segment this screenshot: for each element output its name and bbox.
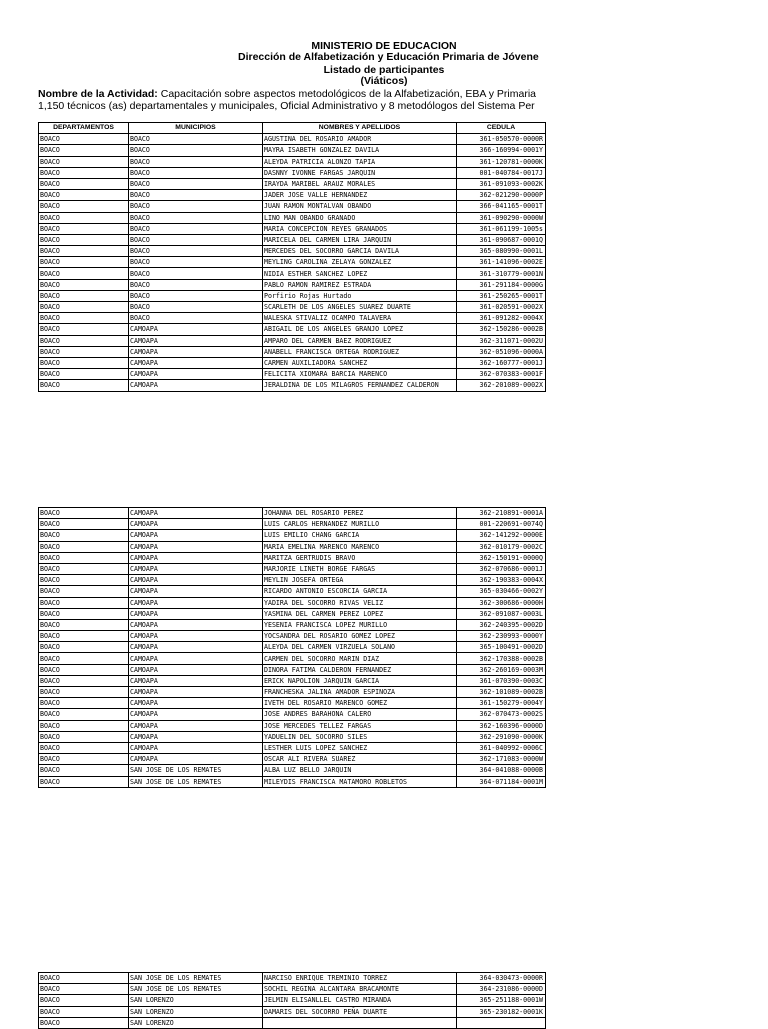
nombre-cell: Porfirio Rojas Hurtado (263, 290, 457, 301)
municipio-cell: CAMOAPA (129, 519, 263, 530)
cedula-cell: 364-030473-0000R (457, 973, 546, 984)
cedula-cell: 365-080990-0001L (457, 246, 546, 257)
municipio-cell: CAMOAPA (129, 346, 263, 357)
municipio-cell: CAMOAPA (129, 575, 263, 586)
municipio-cell: CAMOAPA (129, 335, 263, 346)
cedula-cell: 361-070390-0003C (457, 675, 546, 686)
table-row (39, 279, 546, 290)
nombre-cell: LUIS EMILIO CHANG GARCIA (263, 530, 457, 541)
nombre-cell: IRAYDA MARIBEL ARAUZ MORALES (263, 178, 457, 189)
departamento-cell: BOACO (39, 234, 129, 245)
departamento-cell: BOACO (39, 201, 129, 212)
departamento-cell: BOACO (39, 357, 129, 368)
cedula-cell: 361-120781-0000K (457, 156, 546, 167)
column-header-municipios: MUNICIPIOS (129, 123, 263, 134)
activity-text-continuation: 1,150 técnicos (as) departamentales y municipales, Oficial Administrativo y 8 metodólogos del Sistema Per (38, 99, 535, 112)
departamento-cell: BOACO (39, 156, 129, 167)
table-row (39, 335, 546, 346)
departamento-cell: BOACO (39, 664, 129, 675)
activity-label: Nombre de la Actividad: (38, 89, 158, 100)
participants-table-continued (38, 507, 546, 788)
nombre-cell: ALBA LUZ BELLO JARQUIN (263, 765, 457, 776)
table-header-row (39, 123, 546, 134)
departamento-cell: BOACO (39, 619, 129, 630)
departamento-cell: BOACO (39, 995, 129, 1006)
cedula-cell: 362-150191-0000Q (457, 552, 546, 563)
nombre-cell: MEYLING CAROLINA ZELAYA GONZALEZ (263, 257, 457, 268)
cedula-cell: 362-091087-0003L (457, 608, 546, 619)
cedula-cell: 361-091093-0002K (457, 178, 546, 189)
table-row (39, 984, 546, 995)
departamento-cell: BOACO (39, 575, 129, 586)
departamento-cell: BOACO (39, 302, 129, 313)
table-row (39, 1006, 546, 1017)
nombre-cell: MARIA EMELINA MARENCO MARENCO (263, 541, 457, 552)
cedula-cell: 362-010179-0002C (457, 541, 546, 552)
municipio-cell: CAMOAPA (129, 530, 263, 541)
table-row (39, 575, 546, 586)
departamento-cell: BOACO (39, 508, 129, 519)
departamento-cell: BOACO (39, 223, 129, 234)
nombre-cell: OSCAR ALI RIVERA SUAREZ (263, 754, 457, 765)
departamento-cell: BOACO (39, 369, 129, 380)
departamento-cell: BOACO (39, 586, 129, 597)
nombre-cell: MARJORIE LINETH BORGE FARGAS (263, 563, 457, 574)
nombre-cell: JERALDINA DE LOS MILAGROS FERNANDEZ CALDERON (263, 380, 457, 391)
table-row (39, 145, 546, 156)
nombre-cell: MARICELA DEL CARMEN LIRA JARQUIN (263, 234, 457, 245)
cedula-cell: 361-250265-0001T (457, 290, 546, 301)
nombre-cell: MILEYDIS FRANCISCA MATAMORO ROBLETOS (263, 776, 457, 787)
nombre-cell: LINO MAN OBANDO GRANADO (263, 212, 457, 223)
cedula-cell: 365-230182-0001K (457, 1006, 546, 1017)
nombre-cell: AMPARO DEL CARMEN BAEZ RODRIGUEZ (263, 335, 457, 346)
departamento-cell: BOACO (39, 134, 129, 145)
nombre-cell: JADER JOSE VALLE HERNANDEZ (263, 190, 457, 201)
table-row (39, 190, 546, 201)
municipio-cell: BOACO (129, 167, 263, 178)
departamento-cell: BOACO (39, 279, 129, 290)
municipio-cell: CAMOAPA (129, 742, 263, 753)
table-row (39, 731, 546, 742)
table-row (39, 1017, 546, 1028)
cedula-cell: 362-311071-0002U (457, 335, 546, 346)
cedula-cell: 361-291184-0000G (457, 279, 546, 290)
table-row (39, 369, 546, 380)
municipio-cell: BOACO (129, 134, 263, 145)
nombre-cell: RICARDO ANTONIO ESCORCIA GARCIA (263, 586, 457, 597)
participants-table-continued (38, 972, 546, 1029)
cedula-cell: 362-260169-0003M (457, 664, 546, 675)
table-row (39, 223, 546, 234)
table-row (39, 709, 546, 720)
cedula-cell: 366-160994-0001Y (457, 145, 546, 156)
cedula-cell: 362-170388-0002B (457, 653, 546, 664)
municipio-cell: BOACO (129, 290, 263, 301)
departamento-cell: BOACO (39, 642, 129, 653)
municipio-cell: CAMOAPA (129, 698, 263, 709)
table-row (39, 765, 546, 776)
nombre-cell: LUIS CARLOS HERNANDEZ MURILLO (263, 519, 457, 530)
municipio-cell: CAMOAPA (129, 369, 263, 380)
cedula-cell: 362-070686-0001J (457, 563, 546, 574)
table-row (39, 357, 546, 368)
nombre-cell: FRANCHESKA JALINA AMADOR ESPINOZA (263, 687, 457, 698)
cedula-cell: 361-141096-0002E (457, 257, 546, 268)
table-row (39, 973, 546, 984)
cedula-cell: 362-051096-0000A (457, 346, 546, 357)
cedula-cell: 365-251188-0001W (457, 995, 546, 1006)
departamento-cell: BOACO (39, 720, 129, 731)
municipio-cell: SAN JOSE DE LOS REMATES (129, 984, 263, 995)
cedula-cell: 362-150286-0002B (457, 324, 546, 335)
departamento-cell: BOACO (39, 145, 129, 156)
municipio-cell: SAN LORENZO (129, 1006, 263, 1017)
cedula-cell: 362-070473-0002S (457, 709, 546, 720)
municipio-cell: CAMOAPA (129, 731, 263, 742)
cedula-cell: 362-160777-0001J (457, 357, 546, 368)
departamento-cell: BOACO (39, 246, 129, 257)
cedula-cell: 362-101089-0002B (457, 687, 546, 698)
municipio-cell: BOACO (129, 279, 263, 290)
table-row (39, 167, 546, 178)
cedula-cell: 362-230993-0000Y (457, 631, 546, 642)
departamento-cell: BOACO (39, 290, 129, 301)
municipio-cell: SAN LORENZO (129, 995, 263, 1006)
table-row (39, 156, 546, 167)
departamento-cell: BOACO (39, 346, 129, 357)
table-row (39, 257, 546, 268)
table-row (39, 776, 546, 787)
cedula-cell: 361-050570-0000R (457, 134, 546, 145)
nombre-cell: ERICK NAPOLION JARQUIN GARCIA (263, 675, 457, 686)
nombre-cell: JOSE ANDRES BARAHONA CALERO (263, 709, 457, 720)
cedula-cell: 362-201089-0002X (457, 380, 546, 391)
departamento-cell: BOACO (39, 776, 129, 787)
table-row (39, 324, 546, 335)
municipio-cell: CAMOAPA (129, 631, 263, 642)
column-header-cedula: CEDULA (457, 123, 546, 134)
cedula-cell: 361-061199-1005s (457, 223, 546, 234)
departamento-cell: BOACO (39, 698, 129, 709)
table-row (39, 346, 546, 357)
table-row (39, 720, 546, 731)
municipio-cell: BOACO (129, 257, 263, 268)
municipio-cell: BOACO (129, 234, 263, 245)
municipio-cell: SAN JOSE DE LOS REMATES (129, 776, 263, 787)
table-row (39, 995, 546, 1006)
table-row (39, 541, 546, 552)
nombre-cell: ALEYDA DEL CARMEN VIRZUELA SOLANO (263, 642, 457, 653)
municipio-cell: BOACO (129, 302, 263, 313)
table-row (39, 178, 546, 189)
nombre-cell: YOCSANDRA DEL ROSARIO GOMEZ LOPEZ (263, 631, 457, 642)
cedula-cell: 362-300686-0000H (457, 597, 546, 608)
table-row (39, 698, 546, 709)
participants-table (38, 122, 546, 392)
table-row (39, 586, 546, 597)
table-row (39, 653, 546, 664)
nombre-cell: SOCHIL REGINA ALCANTARA BRACAMONTE (263, 984, 457, 995)
departamento-cell: BOACO (39, 335, 129, 346)
municipio-cell: SAN LORENZO (129, 1017, 263, 1028)
departamento-cell: BOACO (39, 765, 129, 776)
cedula-cell: 361-310779-0001N (457, 268, 546, 279)
table-row (39, 687, 546, 698)
municipio-cell: CAMOAPA (129, 653, 263, 664)
municipio-cell: BOACO (129, 268, 263, 279)
cedula-cell: 362-021290-0000P (457, 190, 546, 201)
departamento-cell: BOACO (39, 380, 129, 391)
cedula-cell: 362-171083-0000W (457, 754, 546, 765)
column-header-departamentos: DEPARTAMENTOS (39, 123, 129, 134)
municipio-cell: CAMOAPA (129, 357, 263, 368)
cedula-cell: 001-220691-0074Q (457, 519, 546, 530)
departamento-cell: BOACO (39, 541, 129, 552)
table-row (39, 313, 546, 324)
table-row (39, 134, 546, 145)
municipio-cell: CAMOAPA (129, 675, 263, 686)
table-row (39, 552, 546, 563)
cedula-cell: 364-071184-0001M (457, 776, 546, 787)
municipio-cell: CAMOAPA (129, 664, 263, 675)
table-row (39, 302, 546, 313)
municipio-cell: CAMOAPA (129, 586, 263, 597)
table-row (39, 608, 546, 619)
list-title: Listado de participantes (323, 64, 445, 76)
departamento-cell: BOACO (39, 653, 129, 664)
cedula-cell (457, 1017, 546, 1028)
municipio-cell: BOACO (129, 178, 263, 189)
municipio-cell: BOACO (129, 156, 263, 167)
nombre-cell: YADIRA DEL SOCORRO RIVAS VELIZ (263, 597, 457, 608)
table-row (39, 597, 546, 608)
nombre-cell: IVETH DEL ROSARIO MARENCO GOMEZ (263, 698, 457, 709)
departamento-cell: BOACO (39, 675, 129, 686)
departamento-cell: BOACO (39, 608, 129, 619)
nombre-cell: MARITZA GERTRUDIS BRAVO (263, 552, 457, 563)
municipio-cell: CAMOAPA (129, 541, 263, 552)
table-row (39, 675, 546, 686)
municipio-cell: BOACO (129, 201, 263, 212)
table-row (39, 631, 546, 642)
municipio-cell: BOACO (129, 313, 263, 324)
municipio-cell: BOACO (129, 212, 263, 223)
municipio-cell: CAMOAPA (129, 720, 263, 731)
departamento-cell: BOACO (39, 519, 129, 530)
cedula-cell: 364-231086-0000D (457, 984, 546, 995)
cedula-cell: 362-141292-0000E (457, 530, 546, 541)
municipio-cell: CAMOAPA (129, 597, 263, 608)
departamento-cell: BOACO (39, 257, 129, 268)
table-row (39, 754, 546, 765)
departamento-cell: BOACO (39, 687, 129, 698)
cedula-cell: 362-240395-0002D (457, 619, 546, 630)
table-row (39, 246, 546, 257)
cedula-cell: 361-090290-0000W (457, 212, 546, 223)
municipio-cell: CAMOAPA (129, 508, 263, 519)
nombre-cell: JOHANNA DEL ROSARIO PEREZ (263, 508, 457, 519)
table-row (39, 212, 546, 223)
nombre-cell: DAMARIS DEL SOCORRO PEÑA DUARTE (263, 1006, 457, 1017)
departamento-cell: BOACO (39, 984, 129, 995)
nombre-cell: MAYRA ISABETH GONZALEZ DAVILA (263, 145, 457, 156)
table-row (39, 380, 546, 391)
municipio-cell: CAMOAPA (129, 709, 263, 720)
table-row (39, 234, 546, 245)
cedula-cell: 362-210891-0001A (457, 508, 546, 519)
nombre-cell: PABLO RAMON RAMIREZ ESTRADA (263, 279, 457, 290)
nombre-cell: YADUELIN DEL SOCORRO SILES (263, 731, 457, 742)
departamento-cell: BOACO (39, 178, 129, 189)
nombre-cell: DINORA FATIMA CALDERON FERNANDEZ (263, 664, 457, 675)
cedula-cell: 001-040784-0017J (457, 167, 546, 178)
departamento-cell: BOACO (39, 212, 129, 223)
table-row (39, 519, 546, 530)
list-subtitle: (Viáticos) (360, 75, 408, 87)
cedula-cell: 365-030466-0002Y (457, 586, 546, 597)
table-row (39, 290, 546, 301)
nombre-cell: NARCISO ENRIQUE TREMINIO TORREZ (263, 973, 457, 984)
departamento-cell: BOACO (39, 1017, 129, 1028)
municipio-cell: SAN JOSE DE LOS REMATES (129, 973, 263, 984)
cedula-cell: 362-070383-0001F (457, 369, 546, 380)
cedula-cell: 364-041088-0000B (457, 765, 546, 776)
table-row (39, 742, 546, 753)
table-row (39, 619, 546, 630)
departamento-cell: BOACO (39, 563, 129, 574)
cedula-cell: 361-150279-0004Y (457, 698, 546, 709)
departamento-cell: BOACO (39, 313, 129, 324)
nombre-cell: NIDIA ESTHER SANCHEZ LOPEZ (263, 268, 457, 279)
cedula-cell: 361-090687-0001Q (457, 234, 546, 245)
nombre-cell: ALEYDA PATRICIA ALONZO TAPIA (263, 156, 457, 167)
nombre-cell: JOSE MERCEDES TELLEZ FARGAS (263, 720, 457, 731)
nombre-cell (263, 1017, 457, 1028)
municipio-cell: CAMOAPA (129, 642, 263, 653)
departamento-cell: BOACO (39, 973, 129, 984)
nombre-cell: MERCEDES DEL SOCORRO GARCIA DAVILA (263, 246, 457, 257)
nombre-cell: MARIA CONCEPCION REYES GRANADOS (263, 223, 457, 234)
nombre-cell: SCARLETH DE LOS ANGELES SUAREZ DUARTE (263, 302, 457, 313)
table-row (39, 268, 546, 279)
municipio-cell: CAMOAPA (129, 608, 263, 619)
ministry-title: MINISTERIO DE EDUCACION (311, 40, 457, 52)
municipio-cell: BOACO (129, 145, 263, 156)
table-row (39, 508, 546, 519)
cedula-cell: 362-291090-0000K (457, 731, 546, 742)
table-row (39, 642, 546, 653)
nombre-cell: MEYLIN JOSEFA ORTEGA (263, 575, 457, 586)
nombre-cell: DASNNY IVONNE FARGAS JARQUIN (263, 167, 457, 178)
departamento-cell: BOACO (39, 268, 129, 279)
table-row (39, 563, 546, 574)
departamento-cell: BOACO (39, 742, 129, 753)
activity-text: Capacitación sobre aspectos metodológicos de la Alfabetización, EBA y Primaria (157, 89, 537, 100)
table-row (39, 201, 546, 212)
nombre-cell: YASMINA DEL CARMEN PEREZ LOPEZ (263, 608, 457, 619)
cedula-cell: 362-190383-0004X (457, 575, 546, 586)
nombre-cell: CARMEN DEL SOCORRO MARIN DIAZ (263, 653, 457, 664)
departamento-cell: BOACO (39, 190, 129, 201)
cedula-cell: 362-160396-0000D (457, 720, 546, 731)
municipio-cell: CAMOAPA (129, 619, 263, 630)
departamento-cell: BOACO (39, 324, 129, 335)
cedula-cell: 361-040992-0006C (457, 742, 546, 753)
nombre-cell: CARMEN AUXILIADORA SANCHEZ (263, 357, 457, 368)
municipio-cell: CAMOAPA (129, 563, 263, 574)
municipio-cell: CAMOAPA (129, 754, 263, 765)
departamento-cell: BOACO (39, 631, 129, 642)
nombre-cell: ABIGAIL DE LOS ANGELES GRANJO LOPEZ (263, 324, 457, 335)
column-header-nombres: NOMBRES Y APELLIDOS (263, 123, 457, 134)
cedula-cell: 361-020591-0002X (457, 302, 546, 313)
departamento-cell: BOACO (39, 597, 129, 608)
table-row (39, 664, 546, 675)
nombre-cell: WALESKA STIVALIZ OCAMPO TALAVERA (263, 313, 457, 324)
nombre-cell: LESTHER LUIS LOPEZ SANCHEZ (263, 742, 457, 753)
municipio-cell: BOACO (129, 223, 263, 234)
activity-description (38, 89, 548, 112)
departamento-cell: BOACO (39, 1006, 129, 1017)
municipio-cell: BOACO (129, 190, 263, 201)
municipio-cell: CAMOAPA (129, 552, 263, 563)
cedula-cell: 366-041165-0001T (457, 201, 546, 212)
departamento-cell: BOACO (39, 709, 129, 720)
nombre-cell: YESENIA FRANCISCA LOPEZ MURILLO (263, 619, 457, 630)
municipio-cell: CAMOAPA (129, 380, 263, 391)
nombre-cell: FELICITA XIOMARA BARCIA MARENCO (263, 369, 457, 380)
municipio-cell: CAMOAPA (129, 687, 263, 698)
nombre-cell: JELMIN ELISANLLEL CASTRO MIRANDA (263, 995, 457, 1006)
departamento-cell: BOACO (39, 754, 129, 765)
departamento-cell: BOACO (39, 167, 129, 178)
municipio-cell: SAN JOSE DE LOS REMATES (129, 765, 263, 776)
departamento-cell: BOACO (39, 530, 129, 541)
municipio-cell: BOACO (129, 246, 263, 257)
direction-title: Dirección de Alfabetización y Educación Primaria de Jóvene (238, 51, 539, 63)
departamento-cell: BOACO (39, 552, 129, 563)
table-row (39, 530, 546, 541)
nombre-cell: JUAN RAMON MONTALVAN OBANDO (263, 201, 457, 212)
departamento-cell: BOACO (39, 731, 129, 742)
nombre-cell: ANABELL FRANCISCA ORTEGA RODRIGUEZ (263, 346, 457, 357)
cedula-cell: 361-091282-0004X (457, 313, 546, 324)
cedula-cell: 365-100491-0002D (457, 642, 546, 653)
nombre-cell: AGUSTINA DEL ROSARIO AMADOR (263, 134, 457, 145)
municipio-cell: CAMOAPA (129, 324, 263, 335)
